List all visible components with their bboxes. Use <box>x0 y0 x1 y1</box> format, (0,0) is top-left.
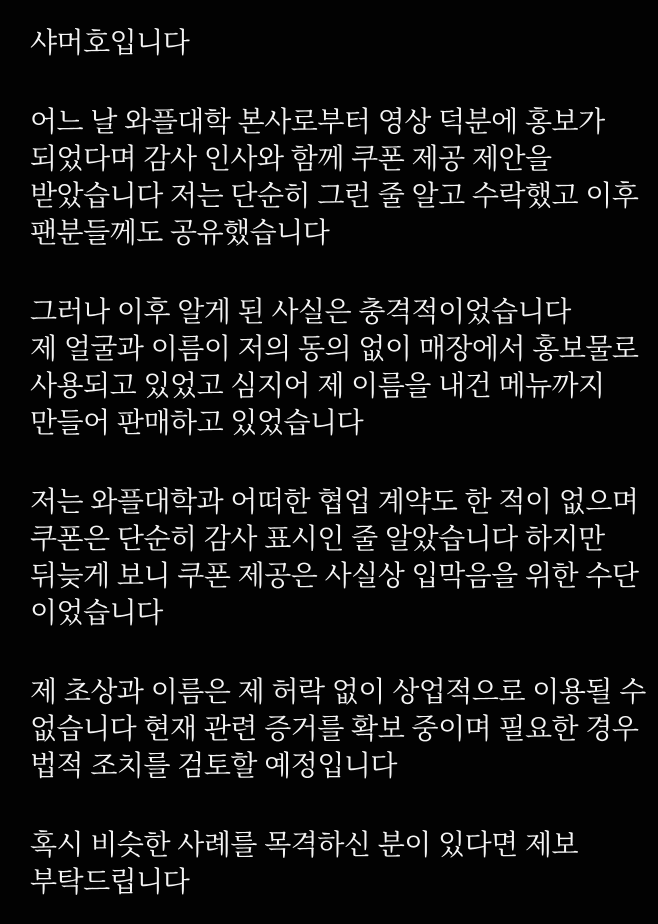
post-line: 사용되고 있었고 심지어 제 이름을 내건 메뉴까지 <box>30 370 605 401</box>
paragraph-report-request <box>30 826 632 900</box>
post-line: 혹시 비슷한 사례를 목격하신 분이 있다면 제보 <box>30 829 579 860</box>
post-line: 이었습니다 <box>30 597 163 628</box>
post-line: 그러나 이후 알게 된 사실은 충격적이었습니다 <box>30 296 571 327</box>
post-line: 만들어 판매하고 있었습니다 <box>30 407 364 438</box>
post-line: 저는 와플대학과 어떠한 협업 계약도 한 적이 없으며 <box>30 486 639 517</box>
paragraph-legal-action <box>30 673 646 784</box>
paragraph-coupon-offer <box>30 103 639 251</box>
paragraph-no-contract <box>30 483 639 631</box>
post-line: 부탁드립니다 <box>30 866 190 897</box>
post-line: 팬분들께도 공유했습니다 <box>30 217 330 248</box>
post-line: 법적 조치를 검토할 예정입니다 <box>30 750 397 781</box>
post-line: 받았습니다 저는 단순히 그런 줄 알고 수락했고 이후 <box>30 180 639 211</box>
post-line: 되었다며 감사 인사와 함께 쿠폰 제공 제안을 <box>30 143 552 174</box>
post-line: 제 초상과 이름은 제 허락 없이 상업적으로 이용될 수 <box>30 676 646 707</box>
paragraph-intro <box>30 24 632 61</box>
post-line: 쿠폰은 단순히 감사 표시인 줄 알았습니다 하지만 <box>30 523 605 554</box>
post-line: 뒤늦게 보니 쿠폰 제공은 사실상 입막음을 위한 수단 <box>30 560 639 591</box>
post-line: 제 얼굴과 이름이 저의 동의 없이 매장에서 홍보물로 <box>30 333 639 364</box>
post-line: 샤머호입니다 <box>30 27 190 58</box>
paragraph-shocking-fact <box>30 293 639 441</box>
post-line: 어느 날 와플대학 본사로부터 영상 덕분에 홍보가 <box>30 106 605 137</box>
post-line: 없습니다 현재 관련 증거를 확보 중이며 필요한 경우 <box>30 713 639 744</box>
